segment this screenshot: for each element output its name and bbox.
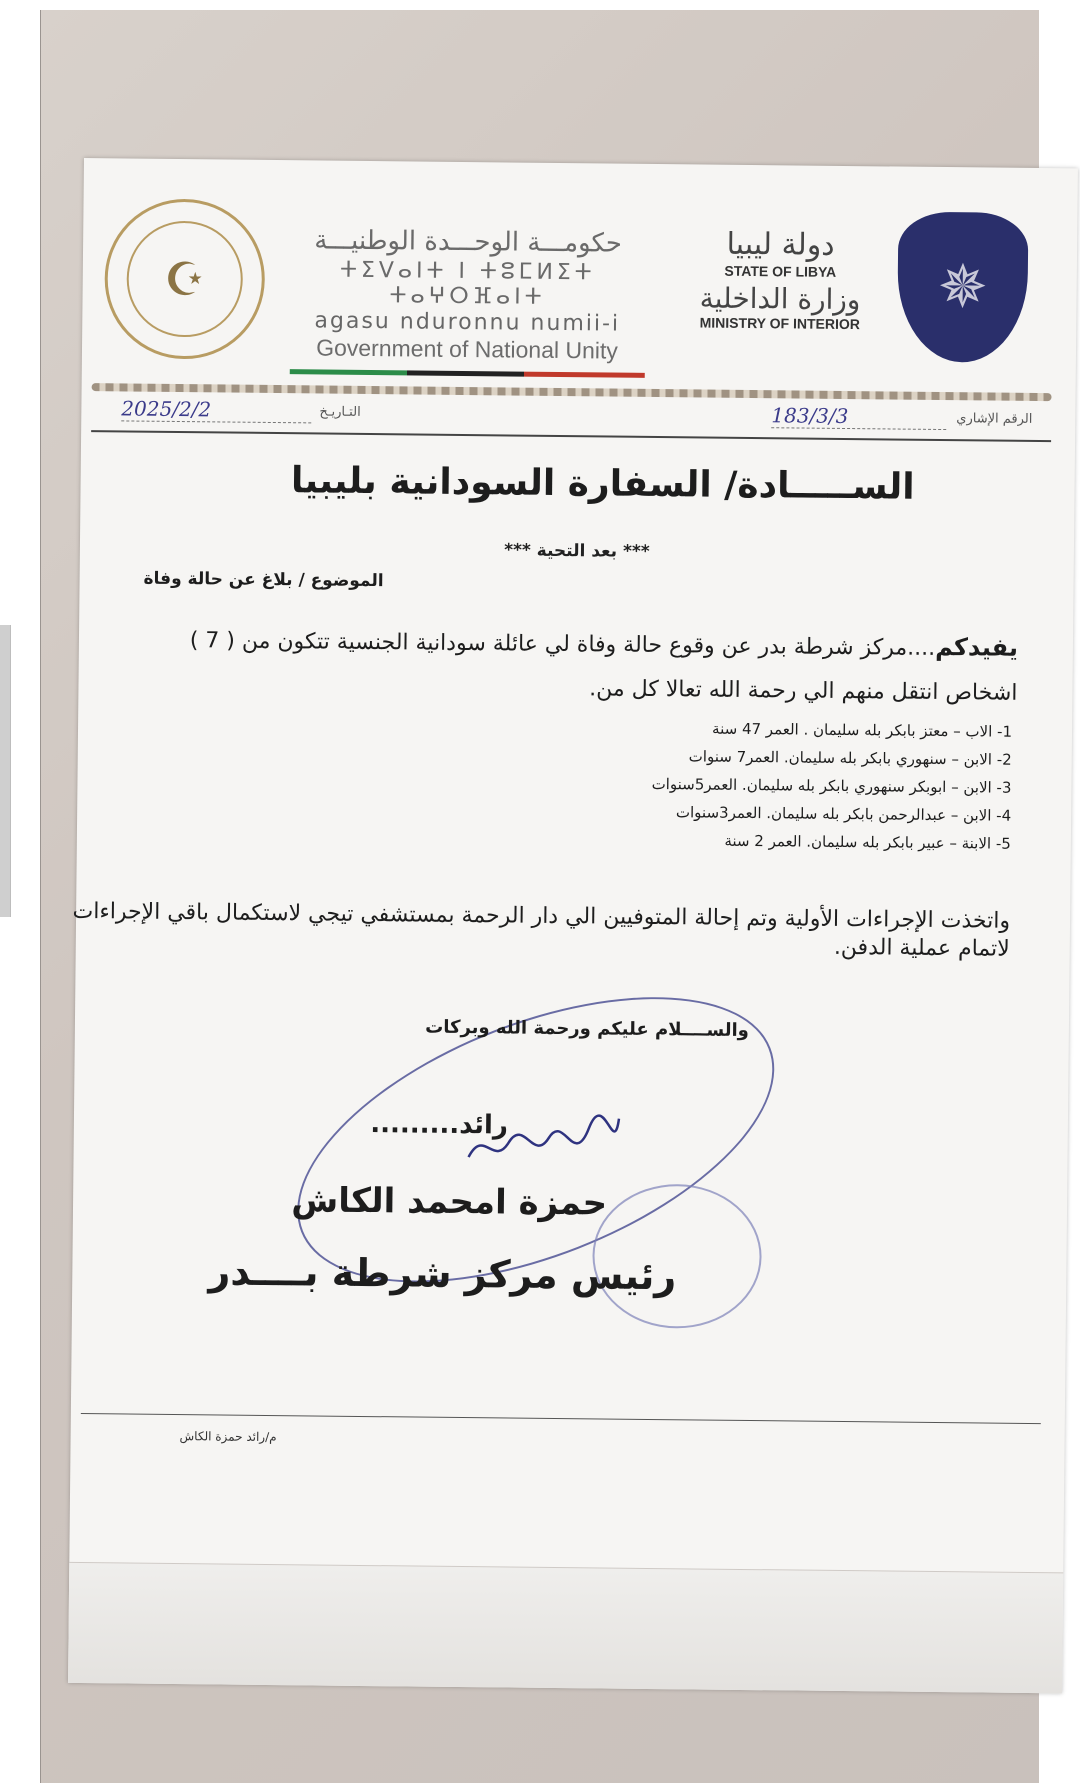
officer-rank: رائد.........	[370, 1109, 509, 1141]
intro-text-2: اشخاص انتقل منهم الي رحمة الله تعالا كل من.	[589, 676, 1018, 706]
addressee: الســـــادة/ السفارة السودانية بليبيا	[290, 460, 915, 508]
footer-rule	[81, 1413, 1041, 1424]
ministry-name-arabic: وزارة الداخلية	[699, 281, 861, 317]
ministry-name-english: MINISTRY OF INTERIOR	[699, 314, 860, 333]
deceased-list	[411, 711, 1012, 857]
closing-salutation: والســــلام عليكم ورحمة الله وبركات	[425, 1016, 750, 1042]
greeting: *** بعد التحية ***	[504, 540, 650, 562]
footer-note: م/رائد حمزة الكاش	[179, 1429, 277, 1445]
actions-paragraph: واتخذت الإجراءات الأولية وتم إحالة المتوفيين الي دار الرحمة بمستشفي تيجي لاستكمال باقي الإجراءات لاتمام عملية الدفن.	[72, 898, 1011, 962]
intro-bold: يفيدكم	[935, 632, 1019, 662]
letter-paper	[68, 158, 1078, 1693]
officer-position: رئيس مركز شرطة بــــدر	[208, 1249, 677, 1299]
letterhead	[82, 158, 1078, 378]
date-label: التـاريـخ	[319, 404, 361, 420]
list-item: 1- الاب – معتز بابكر بله سليمان . العمر 47 سنة	[711, 719, 1013, 741]
subject-text: بلاغ عن حالة وفاة	[143, 568, 293, 591]
intro-text: ....مركز شرطة بدر عن وقوع حالة وفاة لي عائلة سودانية الجنسية تتكون من ( 7 )	[189, 628, 936, 661]
gov-name-arabic: حكومـــة الوحـــدة الوطنيـــة	[314, 225, 623, 259]
reference-number-label: الرقم الإشاري	[956, 411, 1033, 427]
list-item: 2- الابن – سنهوري بابكر بله سليمان. العمر7 سنوات	[688, 747, 1012, 769]
government-name-block	[277, 225, 659, 378]
gov-name-tifinagh: ⵜⵉⴸⴰⵏⵜ ⵏ ⵜⵓⵎⵍⵉⵜ ⵜⴰⵖⵔⴼⴰⵏⵜ	[339, 257, 596, 310]
photo-background	[40, 10, 1039, 1783]
reference-number-value: 183/3/3	[771, 403, 946, 430]
paper-fold	[68, 1562, 1063, 1693]
gov-name-latin: agasu nduronnu numii-i	[314, 308, 621, 337]
subject-line	[143, 569, 383, 592]
intro-paragraph	[87, 616, 1018, 716]
police-badge-icon	[897, 212, 1029, 363]
gnu-emblem-icon	[104, 198, 266, 360]
officer-name: حمزة امحمد الكاش	[291, 1180, 608, 1224]
list-item: 5- الابنة – عبير بابكر بله سليمان. العمر 2 سنة	[724, 831, 1011, 853]
side-scroll-strip	[0, 625, 11, 917]
subject-label: الموضوع /	[298, 570, 384, 592]
gov-name-english: Government of National Unity	[316, 334, 618, 364]
list-item: 4- الابن – عبدالرحمن بابكر بله سليمان. العمر3سنوات	[675, 803, 1012, 825]
state-ministry-block	[672, 226, 888, 332]
state-name-english: STATE OF LIBYA	[724, 262, 837, 280]
flag-color-line	[289, 369, 644, 378]
date-value: 2025/2/2	[121, 396, 311, 423]
state-name-arabic: دولة ليبيا	[726, 226, 835, 263]
list-item: 3- الابن – ابوبكر سنهوري بابكر بله سليمان. العمر5سنوات	[651, 774, 1012, 797]
star-icon: ✵	[937, 251, 989, 323]
crescent-star-icon: ☪	[126, 220, 243, 337]
